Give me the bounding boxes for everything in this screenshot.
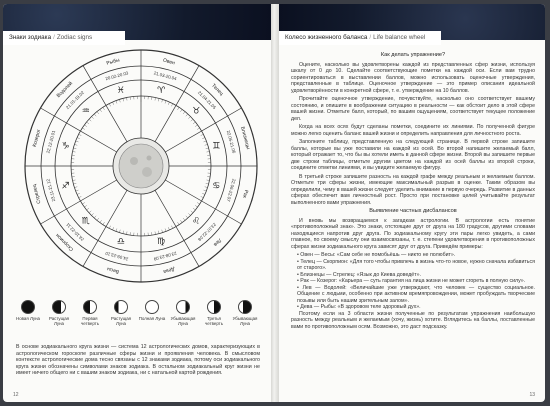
scale-tick bbox=[100, 109, 102, 111]
scale-tick bbox=[165, 229, 166, 232]
scale-tick bbox=[82, 128, 85, 130]
scale-tick bbox=[123, 98, 124, 101]
header-title-en: Life balance wheel bbox=[373, 34, 426, 41]
scale-tick bbox=[207, 151, 210, 152]
scale-tick bbox=[77, 193, 80, 194]
scale-tick bbox=[119, 99, 120, 102]
list-item: • Дева — Рыбы: «В здоровом теле здоровый дух». bbox=[297, 304, 421, 310]
zodiac-date-label: 22.12-20.01 bbox=[45, 129, 57, 154]
moon-phase-item bbox=[199, 300, 229, 326]
zodiac-date-label: 24.09-23.10 bbox=[104, 250, 129, 262]
scale-tick bbox=[103, 222, 105, 225]
zodiac-sign-label: Овен bbox=[162, 57, 176, 67]
scale-tick bbox=[183, 218, 185, 220]
header-title-en: Zodiac signs bbox=[56, 34, 93, 41]
scale-tick bbox=[74, 144, 77, 145]
scale-tick bbox=[186, 216, 188, 218]
scale-tick bbox=[162, 230, 163, 233]
zodiac-glyph-icon: ♑ bbox=[61, 141, 70, 152]
scale-tick bbox=[171, 104, 172, 107]
scale-tick bbox=[196, 131, 201, 134]
scale-tick bbox=[106, 221, 109, 226]
header-title-ru: Знаки зодиака bbox=[9, 34, 52, 41]
moon-phase-icon bbox=[21, 300, 35, 314]
scale-tick bbox=[171, 226, 172, 229]
moon-phase-icon bbox=[114, 300, 128, 314]
scale-tick bbox=[84, 125, 86, 127]
left-page-number: 12 bbox=[13, 392, 19, 398]
scale-tick bbox=[94, 114, 96, 116]
scale-tick bbox=[109, 104, 110, 107]
scale-tick bbox=[77, 138, 80, 139]
scale-tick bbox=[204, 190, 207, 191]
list-item: • Телец — Скорпион: «Для того чтобы привлечь в жизнь что-то новое, нужно сначала избавиться от старого». bbox=[297, 258, 535, 271]
scale-tick bbox=[126, 98, 127, 101]
scale-tick bbox=[73, 183, 76, 184]
zodiac-glyph-icon: ♊ bbox=[212, 141, 221, 152]
scale-tick bbox=[202, 193, 205, 194]
zodiac-sign-label: Рыбы bbox=[105, 57, 121, 67]
scale-tick bbox=[80, 131, 85, 134]
zodiac-glyph-icon: ♍ bbox=[157, 236, 166, 247]
scale-tick bbox=[92, 117, 94, 119]
scale-tick bbox=[109, 226, 110, 229]
paragraph: Прочитайте оценочное утверждение, почувствуйте, насколько оно соответствует вашему состоянию, и опишите в воображении ситуацию в реальности — как обстоит дело в этой сфере вашей жизни. Отметьте балл, который, по вашим ощущениям, соответствует текущее положение дел. bbox=[291, 96, 535, 122]
scale-tick bbox=[103, 107, 105, 110]
moon-crater bbox=[142, 167, 152, 177]
scale-tick bbox=[89, 119, 91, 121]
zodiac-wheel bbox=[23, 48, 259, 284]
scale-tick bbox=[165, 101, 166, 104]
zodiac-date-label: 22.06-22.07 bbox=[225, 178, 237, 203]
zodiac-sign-label: Лев bbox=[211, 236, 223, 248]
section-title: Как делать упражнение? bbox=[380, 52, 446, 58]
closing-paragraph: Поэтому если на 3 области жизни полученные по результатам упражнения наибольшую разность между реальным и желаемым (хочу, жизнь) хотите. Вглядитесь на баллы, поставленные вами по противоположным осям. Возможно, это даст подсказку. bbox=[291, 310, 535, 330]
zodiac-glyph-icon: ♉ bbox=[192, 106, 201, 117]
scale-tick bbox=[106, 105, 109, 110]
scale-tick bbox=[119, 230, 120, 233]
scale-tick bbox=[89, 211, 91, 213]
right-page-number: 13 bbox=[529, 392, 535, 398]
scale-tick bbox=[188, 117, 190, 119]
scale-tick bbox=[73, 151, 76, 152]
zodiac-glyph-icon: ♓ bbox=[116, 86, 125, 97]
moon-phase-icon bbox=[145, 300, 159, 314]
moon-phase-label: Убывающая Луна bbox=[232, 316, 258, 326]
scale-tick bbox=[87, 208, 89, 210]
scale-tick bbox=[177, 107, 179, 110]
scale-tick bbox=[180, 220, 182, 222]
zodiac-date-label: 23.08-23.09 bbox=[153, 250, 178, 262]
scale-tick bbox=[197, 202, 200, 204]
scale-tick bbox=[87, 122, 89, 124]
zodiac-date-label: 21.03-20.04 bbox=[153, 70, 178, 82]
scale-tick bbox=[207, 180, 210, 181]
scale-tick bbox=[183, 112, 185, 114]
moon-crater bbox=[130, 157, 138, 165]
zodiac-glyph-icon: ♏ bbox=[81, 216, 90, 227]
scale-tick bbox=[177, 222, 179, 225]
scale-tick bbox=[186, 114, 188, 116]
scale-tick bbox=[205, 187, 208, 188]
zodiac-date-label: 23.11-21.12 bbox=[45, 178, 57, 202]
scale-tick bbox=[195, 205, 197, 207]
moon-phase-icon bbox=[83, 300, 97, 314]
scale-tick bbox=[196, 198, 201, 201]
moon-phase-icon bbox=[52, 300, 66, 314]
scale-tick bbox=[97, 218, 99, 220]
zodiac-sign-label: Водолей bbox=[55, 80, 75, 100]
moon-phase-item bbox=[137, 300, 167, 321]
section-subtitle: Выявление частных дисбалансов bbox=[369, 208, 457, 214]
moon-phase-item bbox=[44, 300, 74, 326]
scale-tick bbox=[76, 190, 79, 191]
moon-phase-item bbox=[168, 300, 198, 326]
scale-tick bbox=[155, 232, 156, 235]
right-page-header bbox=[279, 31, 441, 45]
paragraph: В третьей строке запишите разность на каждой графе между реальным и желаемым баллом. Отметьте три сферы жизни, имеющие максимальный разрыв в оценке. Таким образом вы определили, чему в вашей жизни следует уделить внимание в первую очередь. Развитие в данных сферах обеспечит вам личностный рост. Просто при постановке целей учитывайте результат выполненного вами упражнения. bbox=[291, 173, 535, 206]
zodiac-glyph-icon: ♒ bbox=[81, 106, 90, 117]
scale-tick bbox=[116, 101, 117, 104]
book-gutter bbox=[271, 4, 279, 402]
scale-tick bbox=[84, 205, 86, 207]
scale-tick bbox=[205, 144, 208, 145]
moon-crater bbox=[147, 156, 152, 161]
moon-phase-label: Растущая Луна bbox=[48, 316, 70, 326]
moon-phase-label: Первая четверть bbox=[81, 316, 99, 326]
scale-tick bbox=[100, 220, 102, 222]
moon-phase-icon bbox=[238, 300, 252, 314]
scale-tick bbox=[173, 221, 176, 226]
zodiac-date-label: 23.07-22.08 bbox=[196, 221, 218, 243]
scale-tick bbox=[113, 227, 114, 230]
right-page bbox=[279, 4, 545, 402]
scale-tick bbox=[193, 208, 195, 210]
moon-phase-item bbox=[75, 300, 105, 326]
scale-tick bbox=[158, 231, 159, 234]
scale-tick bbox=[123, 231, 124, 234]
moon-phase-label: Растущая Луна bbox=[110, 316, 132, 326]
paragraph: И вновь мы возвращаемся к загадкам астрологии. В астрологии есть понятие «противоположный знак». Это знаки, отстоящие друг от друга на 180 градусов, другими словами находящиеся напротив друг друга. По зодиакальному кругу эти пары легко увидеть, а сами главное, по своему смыслу они взаимосвязаны, т. е. степени удовлетворения в противоположных сферах жизни зодиакального круга зависят друг от друга. Приведём примеры: bbox=[291, 217, 535, 250]
scale-tick bbox=[180, 109, 182, 111]
header-separator: / bbox=[369, 34, 372, 41]
zodiac-glyph-icon: ♈ bbox=[157, 86, 166, 97]
zodiac-glyph-icon: ♎ bbox=[116, 236, 125, 247]
scale-tick bbox=[204, 141, 207, 142]
scale-tick bbox=[168, 102, 169, 105]
scale-tick bbox=[76, 141, 79, 142]
list-item: • Рак — Козерог: «Карьера — суть гарантия на лица жизни не может сгореть в полную силу». bbox=[297, 278, 526, 284]
scale-tick bbox=[94, 216, 96, 218]
right-body bbox=[291, 50, 535, 332]
scale-tick bbox=[201, 134, 204, 135]
scale-tick bbox=[80, 198, 85, 201]
moon-phase-icon bbox=[176, 300, 190, 314]
header-title-ru: Колесо жизненного баланса bbox=[285, 34, 368, 41]
scale-tick bbox=[126, 232, 127, 235]
scale-tick bbox=[173, 105, 176, 110]
zodiac-sign-label: Дева bbox=[162, 265, 176, 275]
zodiac-wheel-svg bbox=[23, 48, 259, 284]
zodiac-date-label: 24.10-22.11 bbox=[65, 222, 85, 242]
zodiac-sign-label: Стрелец bbox=[31, 183, 43, 205]
scale-tick bbox=[82, 202, 85, 204]
moon-phase-item bbox=[13, 300, 43, 321]
zodiac-glyph-icon: ♌ bbox=[192, 216, 201, 227]
paragraph: Заполните таблицу, представленную на следующей странице. В первой строке запишите баллы, которые вы уже поставили на каждой из осей. Во второй напишите желаемый балл, который отражает то, что бы вы хотели иметь в данной сфере жизни. Второй вы запишите первые две строки таблицы, отметьте другим цветом на каждой из осей баллы из второй строки, соедините отметки линиями, и вы увидите желаемую фигуру. bbox=[291, 139, 535, 171]
moon-phase-label: Убывающая Луна bbox=[170, 316, 196, 326]
scale-tick bbox=[79, 196, 82, 197]
scale-tick bbox=[188, 213, 190, 215]
zodiac-sign-label: Весы bbox=[106, 265, 120, 275]
scale-tick bbox=[73, 148, 76, 149]
scale-tick bbox=[74, 187, 77, 188]
moon-phase-icon bbox=[207, 300, 221, 314]
zodiac-date-label: 21.04-21.05 bbox=[196, 89, 218, 111]
scale-tick bbox=[116, 229, 117, 232]
left-page bbox=[3, 4, 271, 402]
left-body-text: В основе зодиакального круга жизни — система 12 астрологических домов, характеризующих в астрологическом гороскопе различные сферы жизни и проявления человека. В смысловом контексте астрологические дома тесно связаны с 12 знаками зодиака, потому оси зодиакального круга жизни обозначены символами знаков зодиака. В остальном зодиакальный круг жизни не имеет ничего общего ни с вашим знаком зодиака, ни с натальной картой рождения. bbox=[16, 344, 260, 377]
zodiac-sign-label: Рак bbox=[241, 189, 249, 199]
scale-tick bbox=[206, 183, 209, 184]
scale-tick bbox=[155, 98, 156, 101]
scale-tick bbox=[73, 180, 76, 181]
zodiac-date-label: 21.01-19.02 bbox=[64, 89, 86, 111]
scale-tick bbox=[113, 102, 114, 105]
paragraph: Когда на всех осях будут сделаны пометки, соедините их линиями. По полученной фигуре можно легко оценить баланс вашей жизни и определить направления для личностного роста. bbox=[291, 124, 535, 137]
scale-tick bbox=[195, 125, 197, 127]
header-separator: / bbox=[53, 34, 55, 41]
zodiac-sign-label: Скорпион bbox=[54, 232, 75, 253]
moon-phase-label: Новая Луна bbox=[16, 316, 40, 321]
scale-tick bbox=[191, 211, 193, 213]
scale-tick bbox=[191, 119, 193, 121]
zodiac-date-label: 20.02-20.03 bbox=[104, 70, 129, 82]
scale-tick bbox=[206, 148, 209, 149]
moon-phase-label: Полная Луна bbox=[138, 316, 166, 321]
list-item: • Близнецы — Стрелец: «Язык до Киева доведёт». bbox=[297, 271, 422, 278]
scale-tick bbox=[197, 128, 200, 130]
moon-phase-item bbox=[230, 300, 260, 326]
scale-tick bbox=[158, 98, 159, 101]
zodiac-glyph-icon: ♋ bbox=[212, 181, 221, 192]
zodiac-sign-label: Телец bbox=[210, 82, 225, 97]
moon-phases-row bbox=[13, 300, 263, 340]
moon-phase-item bbox=[106, 300, 136, 326]
scale-tick bbox=[79, 134, 82, 135]
zodiac-sign-label: Козерог bbox=[31, 128, 43, 148]
scale-tick bbox=[168, 227, 169, 230]
scale-tick bbox=[202, 138, 205, 139]
scale-tick bbox=[162, 99, 163, 102]
moon-phase-label: Третья четверть bbox=[205, 316, 223, 326]
scale-tick bbox=[193, 122, 195, 124]
list-item: • Овен — Весы: «Сам себе не помобьёшь — никто не полюбит». bbox=[297, 252, 456, 258]
center-moon-icon bbox=[119, 144, 163, 188]
left-page-header bbox=[3, 31, 125, 45]
scale-tick bbox=[201, 196, 204, 197]
list-item: • Лев — Водолей: «Величайшие уже утверждают, что человек — существо социальное. Общение с людьми, особенно при активном времяпровождении, может пробуждать творческие позывы или быть нашим зрительным залом». bbox=[297, 284, 535, 304]
scale-tick bbox=[97, 112, 99, 114]
zodiac-date-label: 22.05-21.06 bbox=[225, 129, 237, 154]
zodiac-glyph-icon: ♐ bbox=[61, 181, 70, 192]
paragraph: Оцените, насколько вы удовлетворены каждой из представленных сфер жизни, используя шкалу от 0 до 10. Сделайте соответствующие пометки на каждой оси. Если вам трудно сориентироваться в выставлении баллов, можно использовать оценочные утверждения, представленные в таблице. Оценочное утверждение — это пример описания идеальной удовлетворённости в конкретной сфере, т. е. утверждение на 10 баллов. bbox=[291, 61, 535, 94]
zodiac-sign-label: Близнецы bbox=[239, 126, 251, 151]
scale-tick bbox=[92, 213, 94, 215]
